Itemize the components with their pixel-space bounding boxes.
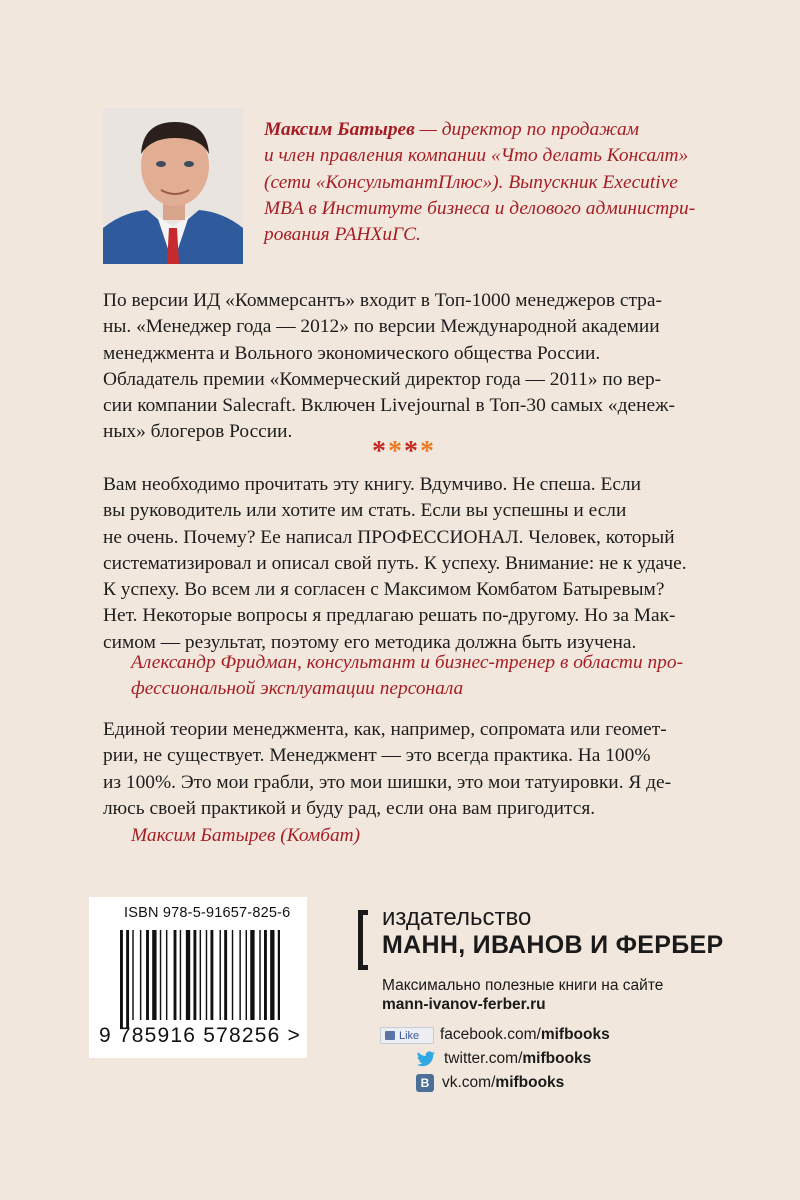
barcode-bar: [180, 930, 181, 1020]
publisher-tagline: Максимально полезные книги на сайте: [382, 977, 664, 994]
barcode-bar: [146, 930, 149, 1020]
ean-digits: 9 785916 578256 >: [99, 1024, 301, 1047]
author-quote-paragraph: [103, 717, 703, 822]
barcode-bars: [120, 930, 280, 1028]
barcode-bar: [278, 930, 280, 1020]
vk-link[interactable]: [416, 1074, 564, 1092]
barcode-bar: [132, 930, 133, 1020]
barcode-bar: [210, 930, 213, 1020]
barcode-bar: [220, 930, 221, 1020]
text-line: из 100%. Это мои грабли, это мои шишки, это мои татуировки. Я де-: [103, 771, 672, 793]
barcode-bar: [126, 930, 129, 1028]
facebook-prefix: facebook.com/: [440, 1026, 541, 1043]
author-bio: [264, 117, 764, 248]
text-line: симом — результат, поэтому его методика должна быть изучена.: [103, 631, 637, 653]
review-attribution: [131, 650, 711, 703]
text-line: рии, не существует. Менеджмент — это всегда практика. На 100%: [103, 745, 651, 767]
barcode-bar: [250, 930, 254, 1020]
facebook-link[interactable]: [380, 1026, 610, 1044]
text-line: Обладатель премии «Коммерческий директор года — 2011» по вер-: [103, 368, 662, 390]
barcode-bar: [166, 930, 167, 1020]
barcode-bar: [206, 930, 207, 1020]
barcode-bar: [224, 930, 227, 1020]
bio-line-text: — директор по продажам: [414, 119, 640, 140]
barcode-bar: [140, 930, 141, 1020]
author-name: Максим Батырев: [264, 119, 415, 140]
separator-star: *: [372, 436, 388, 467]
publisher-name: МАНН, ИВАНОВ И ФЕРБЕР: [382, 931, 724, 959]
text-line: По версии ИД «Коммерсантъ» входит в Топ-1000 менеджеров стра-: [103, 290, 662, 311]
text-line: систематизировал и описал свой путь. К успеху. Внимание: не к удаче.: [103, 552, 687, 574]
vk-handle: mifbooks: [495, 1074, 565, 1091]
publisher-website-link[interactable]: mann-ivanov-ferber.ru: [382, 996, 546, 1013]
attribution-line: Александр Фридман, консультант и бизнес-тренер в области про-: [131, 652, 684, 673]
barcode-bar: [200, 930, 201, 1020]
achievements-paragraph: [103, 288, 703, 446]
bio-line: (сети «КонсультантПлюс»). Выпускник Executive: [264, 171, 678, 193]
text-line: менеджмента и Вольного экономического общества России.: [103, 342, 601, 364]
attribution-line: фессиональной эксплуатации персонала: [131, 678, 464, 700]
text-line: Нет. Некоторые вопросы я предлагаю решать по-другому. Но за Мак-: [103, 605, 676, 627]
text-line: люсь своей практикой и буду рад, если она вам пригодится.: [103, 797, 596, 819]
barcode-bar: [120, 930, 123, 1028]
bio-line: рования РАНХиГС.: [264, 224, 421, 246]
text-line: ных» блогеров России.: [103, 421, 293, 443]
barcode-bar: [160, 930, 161, 1020]
isbn-number: ISBN 978-5-91657-825-6: [124, 905, 291, 921]
bio-line: [264, 117, 764, 143]
barcode-bar: [232, 930, 233, 1020]
twitter-prefix: twitter.com/: [444, 1050, 523, 1067]
facebook-handle: mifbooks: [540, 1026, 610, 1043]
publisher-bracket: [358, 910, 368, 970]
barcode-bar: [264, 930, 267, 1020]
author-quote-attribution: Максим Батырев (Комбат): [131, 825, 361, 846]
barcode-bar: [186, 930, 190, 1020]
barcode-bar: [259, 930, 260, 1020]
barcode-bar: [193, 930, 196, 1020]
publisher-label: издательство: [382, 904, 532, 931]
separator-star: *: [420, 436, 436, 467]
vk-prefix: vk.com/: [442, 1074, 496, 1091]
facebook-like-icon[interactable]: Like: [380, 1027, 434, 1044]
vk-logo-icon: В: [416, 1074, 434, 1092]
text-line: вы руководитель или хотите им стать. Если вы успешны и если: [103, 500, 627, 522]
text-line: не очень. Почему? Ее написал ПРОФЕССИОНАЛ. Человек, который: [103, 526, 675, 548]
bio-line: и член правления компании «Что делать Консалт»: [264, 145, 689, 167]
text-line: К успеху. Во всем ли я согласен с Максимом Комбатом Батыревым?: [103, 579, 665, 601]
barcode-bar: [239, 930, 240, 1020]
twitter-link[interactable]: [416, 1050, 591, 1068]
text-line: ны. «Менеджер года — 2012» по версии Международной академии: [103, 316, 660, 338]
separator-star: *: [404, 436, 420, 467]
text-line: Единой теории менеджмента, как, например, сопромата или геомет-: [103, 719, 667, 740]
review-paragraph: [103, 472, 703, 656]
barcode-bar: [152, 930, 156, 1020]
text-line: сии компании Salecraft. Включен Livejournal в Топ-30 самых «денеж-: [103, 395, 675, 417]
separator-star: *: [388, 436, 404, 467]
twitter-handle: mifbooks: [522, 1050, 592, 1067]
bio-line: MBA в Институте бизнеса и делового администри-: [264, 197, 696, 219]
text-line: Вам необходимо прочитать эту книгу. Вдумчиво. Не спеша. Если: [103, 474, 642, 495]
author-photo: [103, 108, 243, 264]
star-separator: [372, 436, 436, 468]
barcode-bar: [174, 930, 177, 1020]
barcode-bar: [270, 930, 274, 1020]
barcode-bar: [246, 930, 247, 1020]
twitter-bird-icon: [416, 1051, 436, 1068]
